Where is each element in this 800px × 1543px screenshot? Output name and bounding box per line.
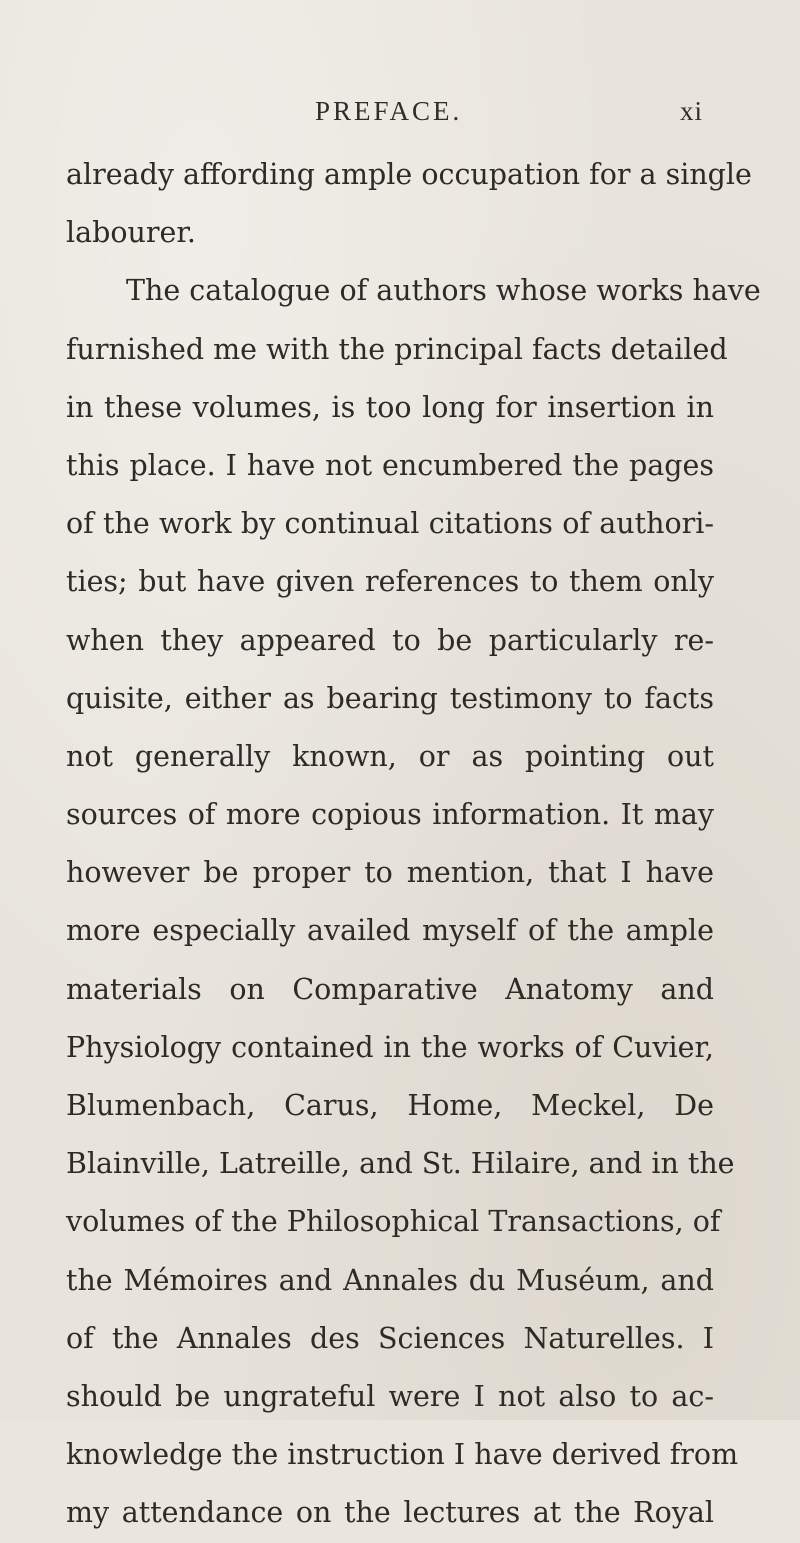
- text-line: knowledge the instruction I have derived from: [66, 1438, 739, 1472]
- text-line: sources of more copious information. It may: [66, 798, 714, 832]
- text-line: the Mémoires and Annales du Muséum, and: [66, 1263, 714, 1297]
- text-line: however be proper to mention, that I have: [66, 856, 714, 890]
- running-title: PREFACE.: [315, 96, 463, 126]
- text-line: not generally known, or as pointing out: [66, 739, 714, 773]
- text-line: labourer.: [66, 216, 196, 250]
- text-line: when they appeared to be particularly re-: [66, 623, 714, 657]
- text-line: more especially availed myself of the ample: [66, 914, 714, 948]
- text-line: Blainville, Latreille, and St. Hilaire, and in the: [66, 1147, 735, 1181]
- paragraph-first-line: The catalogue of authors whose works have: [126, 274, 761, 308]
- running-head: [0, 96, 800, 136]
- text-line: volumes of the Philosophical Transactions, of: [66, 1205, 721, 1239]
- text-line: already affording ample occupation for a single: [66, 158, 752, 191]
- text-line: materials on Comparative Anatomy and: [66, 972, 714, 1006]
- text-line: furnished me with the principal facts detailed: [66, 332, 728, 366]
- text-line: in these volumes, is too long for insertion in: [66, 390, 714, 424]
- text-line: should be ungrateful were I not also to ac-: [66, 1379, 714, 1413]
- text-line: of the work by continual citations of authori-: [66, 507, 714, 541]
- text-line: my attendance on the lectures at the Royal: [66, 1496, 714, 1530]
- text-line: quisite, either as bearing testimony to facts: [66, 681, 714, 715]
- text-line: Blumenbach, Carus, Home, Meckel, De: [66, 1089, 714, 1122]
- text-line: this place. I have not encumbered the pages: [66, 448, 714, 482]
- page-number: xi: [680, 96, 704, 126]
- text-line: Physiology contained in the works of Cuvier,: [66, 1030, 714, 1064]
- text-line: of the Annales des Sciences Naturelles. I: [66, 1321, 714, 1355]
- body-text: [66, 146, 761, 1543]
- text-line: ties; but have given references to them only: [66, 565, 714, 599]
